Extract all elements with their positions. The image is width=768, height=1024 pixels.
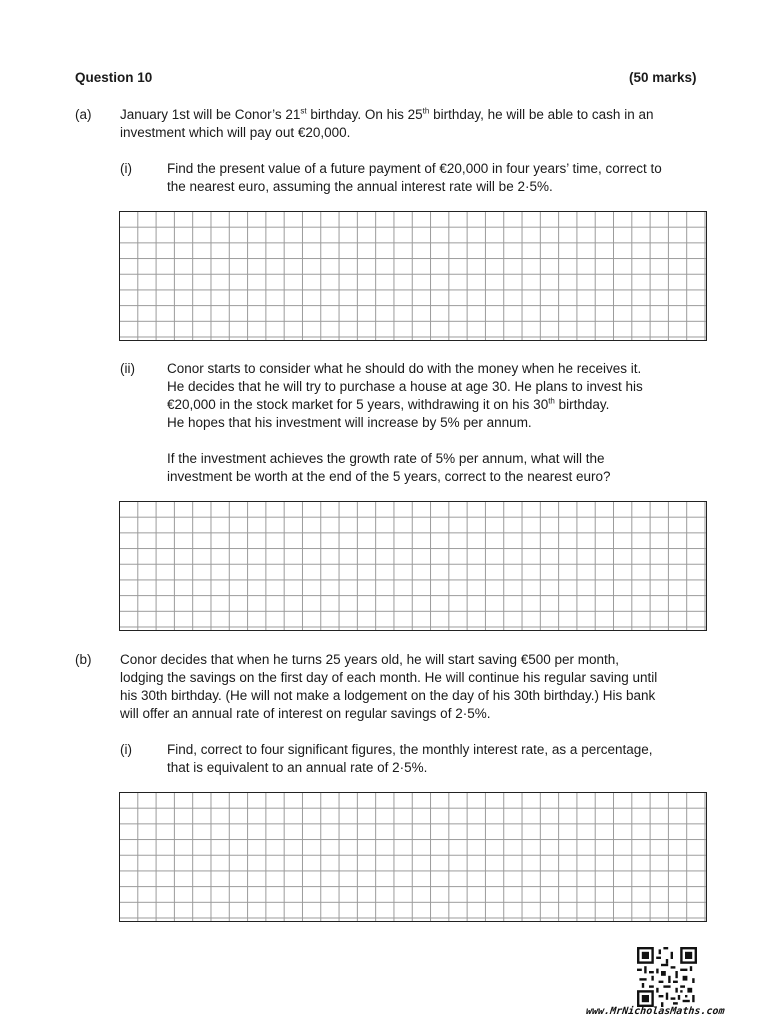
part-a-ii-line2: He decides that he will try to purchase a house at age 30. He plans to invest his — [167, 379, 643, 394]
part-b-i-line1: Find, correct to four significant figures, the monthly interest rate, as a percentage, — [167, 742, 653, 757]
question-title: Question 10 — [75, 70, 153, 85]
part-a-line2: investment which will pay out €20,000. — [120, 125, 351, 140]
answer-grid-b-i[interactable] — [119, 792, 707, 922]
part-a-ii-line3: €20,000 in the stock market for 5 years, withdrawing it on his 30th birthday. — [167, 396, 610, 412]
part-a-i-line1: Find the present value of a future payment of €20,000 in four years’ time, correct to — [167, 161, 662, 176]
part-b-line2: lodging the savings on the first day of each month. He will continue his regular saving until — [120, 670, 658, 685]
part-a-ii-label: (ii) — [120, 361, 135, 376]
part-b-i-line2: that is equivalent to an annual rate of 2·5%. — [167, 760, 428, 775]
part-a-i-label: (i) — [120, 161, 132, 176]
footer-website[interactable]: www.MrNicholasMaths.com — [585, 1006, 726, 1017]
part-a-label: (a) — [75, 107, 92, 122]
part-b-label: (b) — [75, 652, 92, 667]
part-a-ii-line5: If the investment achieves the growth rate of 5% per annum, what will the — [167, 451, 605, 466]
part-a-ii-line6: investment be worth at the end of the 5 years, correct to the nearest euro? — [167, 469, 611, 484]
part-b-i-label: (i) — [120, 742, 132, 757]
part-a-ii-line1: Conor starts to consider what he should do with the money when he receives it. — [167, 361, 642, 376]
part-a-i-line2: the nearest euro, assuming the annual interest rate will be 2·5%. — [167, 179, 553, 194]
answer-grid-a-i[interactable] — [119, 211, 707, 341]
part-b-line1: Conor decides that when he turns 25 years old, he will start saving €500 per month, — [120, 652, 620, 667]
part-b-line4: will offer an annual rate of interest on regular savings of 2·5%. — [120, 706, 491, 721]
part-b-line3: his 30th birthday. (He will not make a lodgement on the day of his 30th birthday.) His bank — [120, 688, 656, 703]
answer-grid-a-ii[interactable] — [119, 501, 707, 631]
part-a-line1: January 1st will be Conor’s 21st birthday. On his 25th birthday, he will be able to cash in an — [120, 106, 654, 122]
part-a-ii-line4: He hopes that his investment will increase by 5% per annum. — [167, 415, 532, 430]
marks-label: (50 marks) — [629, 70, 697, 85]
qr-code-icon — [637, 947, 697, 1007]
